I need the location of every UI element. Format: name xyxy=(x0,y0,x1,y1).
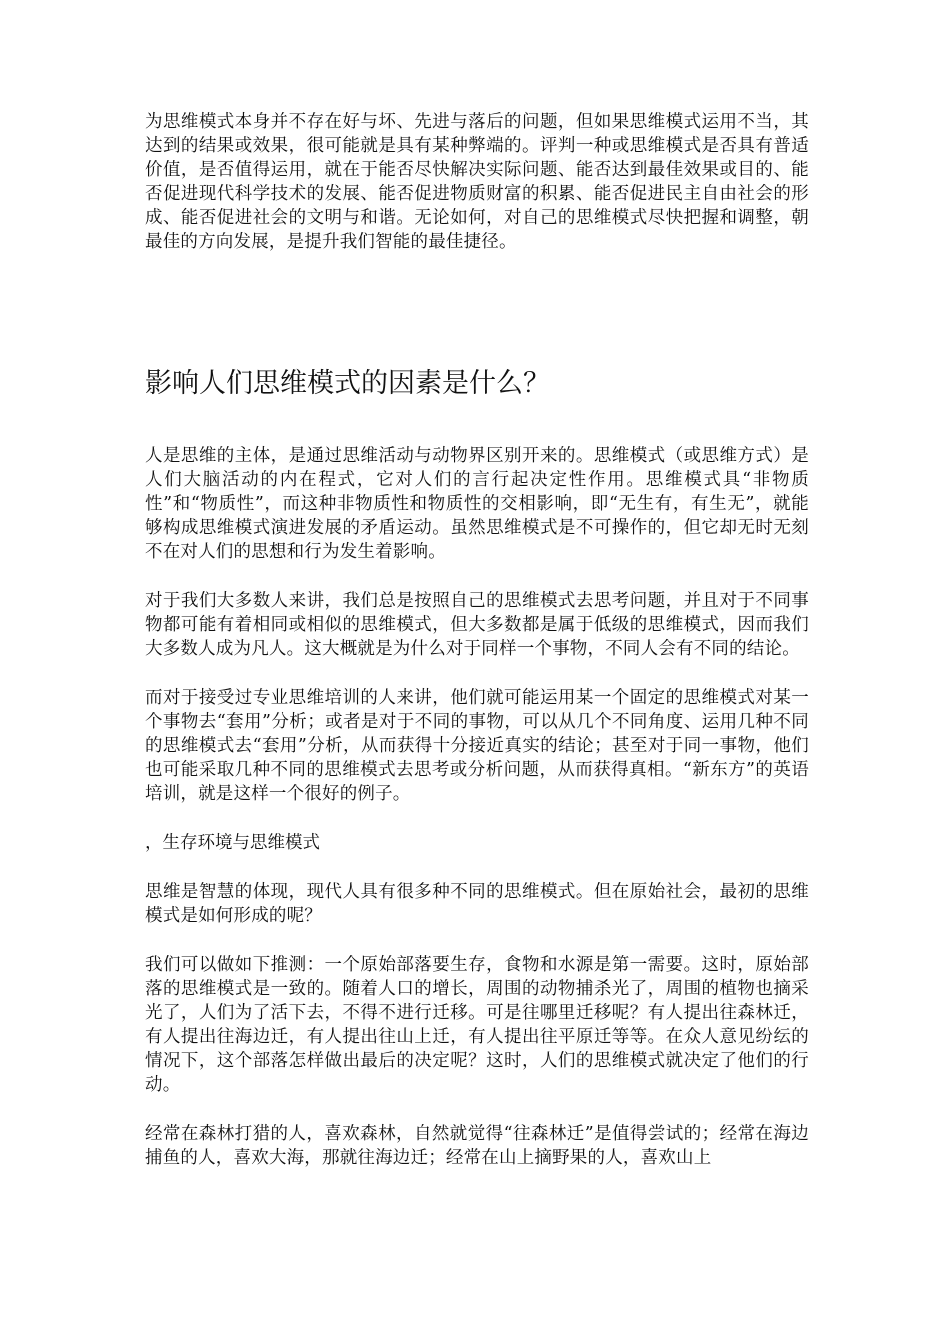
section-heading: 影响人们思维模式的因素是什么？ xyxy=(145,368,550,399)
paragraph-intro: 为思维模式本身并不存在好与坏、先进与落后的问题，但如果思维模式运用不当，其达到的结果或效果，很可能就是具有某种弊端的。评判一种或思维模式是否具有普适价值，是否值得运用，就在于能否尽快解决实际问题、能否达到最佳效果或目的、能否促进现代科学技术的发展、能否促进物质财富的积累、能否促进民主自由社会的形成、能否促进社会的文明与和谐。无论如何，对自己的思维模式尽快把握和调整，朝最佳的方向发展，是提升我们智能的最佳捷径。 xyxy=(145,112,809,252)
paragraph-inference: 我们可以做如下推测：一个原始部落要生存，食物和水源是第一需要。这时，原始部落的思维模式是一致的。随着人口的增长，周围的动物捕杀光了，周围的植物也摘采光了，人们为了活下去，不得不进行迁移。可是往哪里迁移呢？有人提出往森林迁，有人提出往海边迁，有人提出往山上迁，有人提出往平原迁等等。在众人意见纷纭的情况下，这个部落怎样做出最后的决定呢？这时，人们的思维模式就决定了他们的行动。 xyxy=(145,955,809,1095)
document-page xyxy=(145,110,809,1170)
subheading-environment: ，生存环境与思维模式 xyxy=(145,833,320,853)
paragraph-trained-people: 而对于接受过专业思维培训的人来讲，他们就可能运用某一个固定的思维模式对某一个事物去“套用”分析；或者是对于不同的事物，可以从几个不同角度、运用几种不同的思维模式去“套用”分析，从而获得十分接近真实的结论；甚至对于同一事物，他们也可能采取几种不同的思维模式去思考或分析问题，从而获得真相。“新东方”的英语培训，就是这样一个很好的例子。 xyxy=(145,688,809,804)
paragraph-hunting: 经常在森林打猎的人，喜欢森林，自然就觉得“往森林迁”是值得尝试的；经常在海边捕鱼的人，喜欢大海，那就往海边迁；经常在山上摘野果的人，喜欢山上 xyxy=(145,1124,809,1168)
paragraph-thinking-subject: 人是思维的主体，是通过思维活动与动物界区别开来的。思维模式（或思维方式）是人们大脑活动的内在程式，它对人们的言行起决定性作用。思维模式具“非物质性”和“物质性”，而这种非物质性和物质性的交相影响，即“无生有，有生无”，就能够构成思维模式演进发展的矛盾运动。虽然思维模式是不可操作的，但它却无时无刻不在对人们的思想和行为发生着影响。 xyxy=(145,446,809,562)
paragraph-wisdom: 思维是智慧的体现，现代人具有很多种不同的思维模式。但在原始社会，最初的思维模式是如何形成的呢？ xyxy=(145,882,809,926)
paragraph-most-people: 对于我们大多数人来讲，我们总是按照自己的思维模式去思考问题，并且对于不同事物都可能有着相同或相似的思维模式，但大多数都是属于低级的思维模式，因而我们大多数人成为凡人。这大概就是为什么对于同样一个事物，不同人会有不同的结论。 xyxy=(145,591,809,659)
